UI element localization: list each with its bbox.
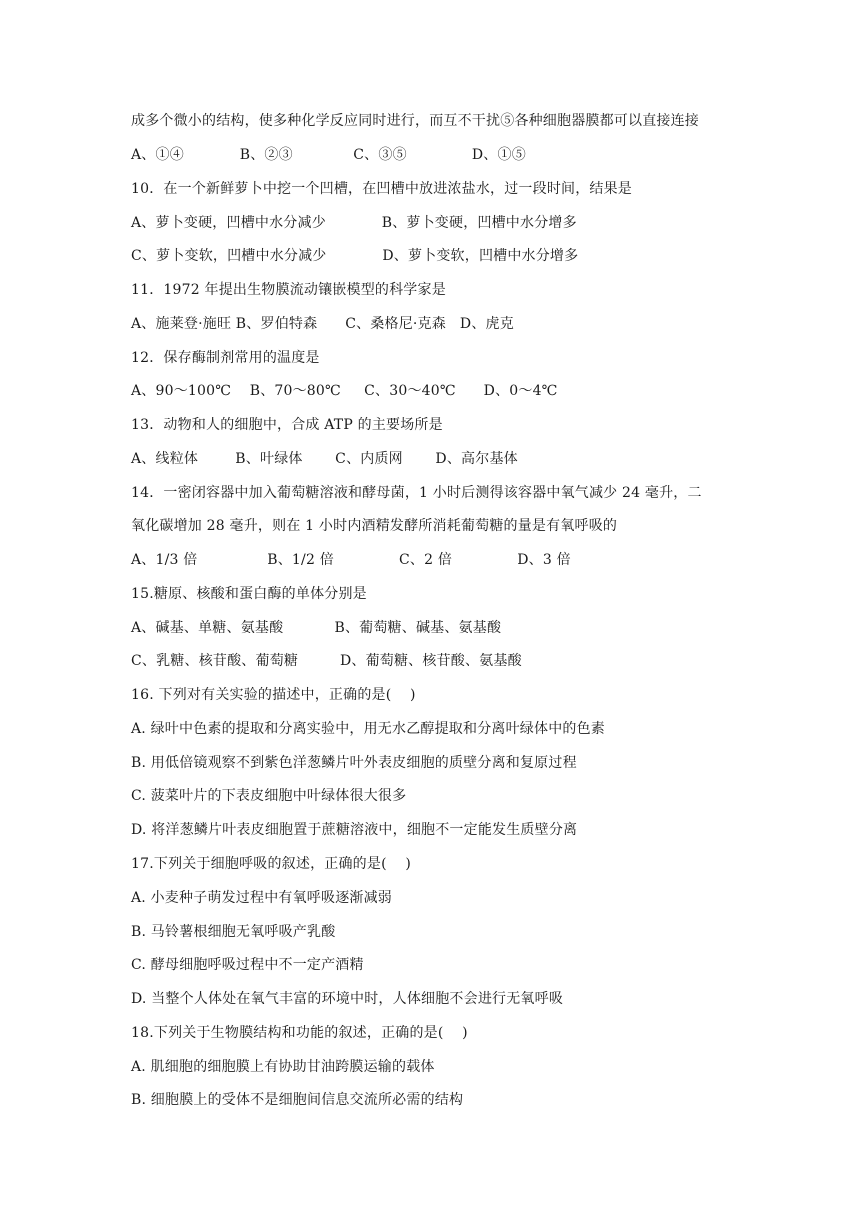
question-12: 12．保存酶制剂常用的温度是 xyxy=(131,350,320,366)
option-q17-b: B. 马铃薯根细胞无氧呼吸产乳酸 xyxy=(131,924,336,940)
option-q17-d: D. 当整个人体处在氧气丰富的环境中时，人体细胞不会进行无氧呼吸 xyxy=(131,991,564,1007)
options-q9: A、①④ B、②③ C、③⑤ D、①⑤ xyxy=(131,147,526,163)
question-13: 13．动物和人的细胞中，合成 ATP 的主要场所是 xyxy=(131,417,443,433)
option-q18-b: B. 细胞膜上的受体不是细胞间信息交流所必需的结构 xyxy=(131,1092,464,1108)
question-17: 17.下列关于细胞呼吸的叙述，正确的是( ) xyxy=(131,856,411,872)
options-q13: A、线粒体 B、叶绿体 C、内质网 D、高尔基体 xyxy=(131,451,518,467)
question-11: 11．1972 年提出生物膜流动镶嵌模型的科学家是 xyxy=(131,282,446,298)
option-q16-b: B. 用低倍镜观察不到紫色洋葱鳞片叶外表皮细胞的质壁分离和复原过程 xyxy=(131,755,577,771)
option-q17-c: C. 酵母细胞呼吸过程中不一定产酒精 xyxy=(131,957,364,973)
option-q18-a: A. 肌细胞的细胞膜上有协助甘油跨膜运输的载体 xyxy=(131,1059,435,1075)
question-14-line-2: 氧化碳增加 28 毫升，则在 1 小时内酒精发酵所消耗葡萄糖的量是有氧呼吸的 xyxy=(131,518,618,534)
options-q15-cd: C、乳糖、核苷酸、葡萄糖 D、葡萄糖、核苷酸、氨基酸 xyxy=(131,653,522,669)
options-q11: A、施莱登·施旺 B、罗伯特森 C、桑格尼·克森 D、虎克 xyxy=(131,316,514,332)
question-10: 10．在一个新鲜萝卜中挖一个凹槽，在凹槽中放进浓盐水，过一段时间，结果是 xyxy=(131,181,633,197)
options-q14: A、1/3 倍 B、1/2 倍 C、2 倍 D、3 倍 xyxy=(131,552,571,568)
question-16: 16. 下列对有关实验的描述中，正确的是( ) xyxy=(131,687,416,703)
question-14-line-1: 14．一密闭容器中加入葡萄糖溶液和酵母菌，1 小时后测得该容器中氧气减少 24 毫升，二 xyxy=(131,485,702,501)
option-q16-d: D. 将洋葱鳞片叶表皮细胞置于蔗糖溶液中，细胞不一定能发生质壁分离 xyxy=(131,822,578,838)
option-q17-a: A. 小麦种子萌发过程中有氧呼吸逐渐减弱 xyxy=(131,890,393,906)
options-q15-ab: A、碱基、单糖、氨基酸 B、葡萄糖、碱基、氨基酸 xyxy=(131,620,502,636)
options-q10-ab: A、萝卜变硬，凹槽中水分减少 B、萝卜变硬，凹槽中水分增多 xyxy=(131,215,577,231)
question-18: 18.下列关于生物膜结构和功能的叙述，正确的是( ) xyxy=(131,1025,468,1041)
option-q16-c: C. 菠菜叶片的下表皮细胞中叶绿体很大很多 xyxy=(131,788,407,804)
text-line-cont-9: 成多个微小的结构，使多种化学反应同时进行，而互不干扰⑤各种细胞器膜都可以直接连接 xyxy=(131,113,699,129)
options-q12: A、90～100℃ B、70～80℃ C、30～40℃ D、0～4℃ xyxy=(131,383,558,399)
option-q16-a: A. 绿叶中色素的提取和分离实验中，用无水乙醇提取和分离叶绿体中的色素 xyxy=(131,721,606,737)
question-15: 15.糖原、核酸和蛋白酶的单体分别是 xyxy=(131,586,367,602)
options-q10-cd: C、萝卜变软，凹槽中水分减少 D、萝卜变软，凹槽中水分增多 xyxy=(131,248,579,264)
